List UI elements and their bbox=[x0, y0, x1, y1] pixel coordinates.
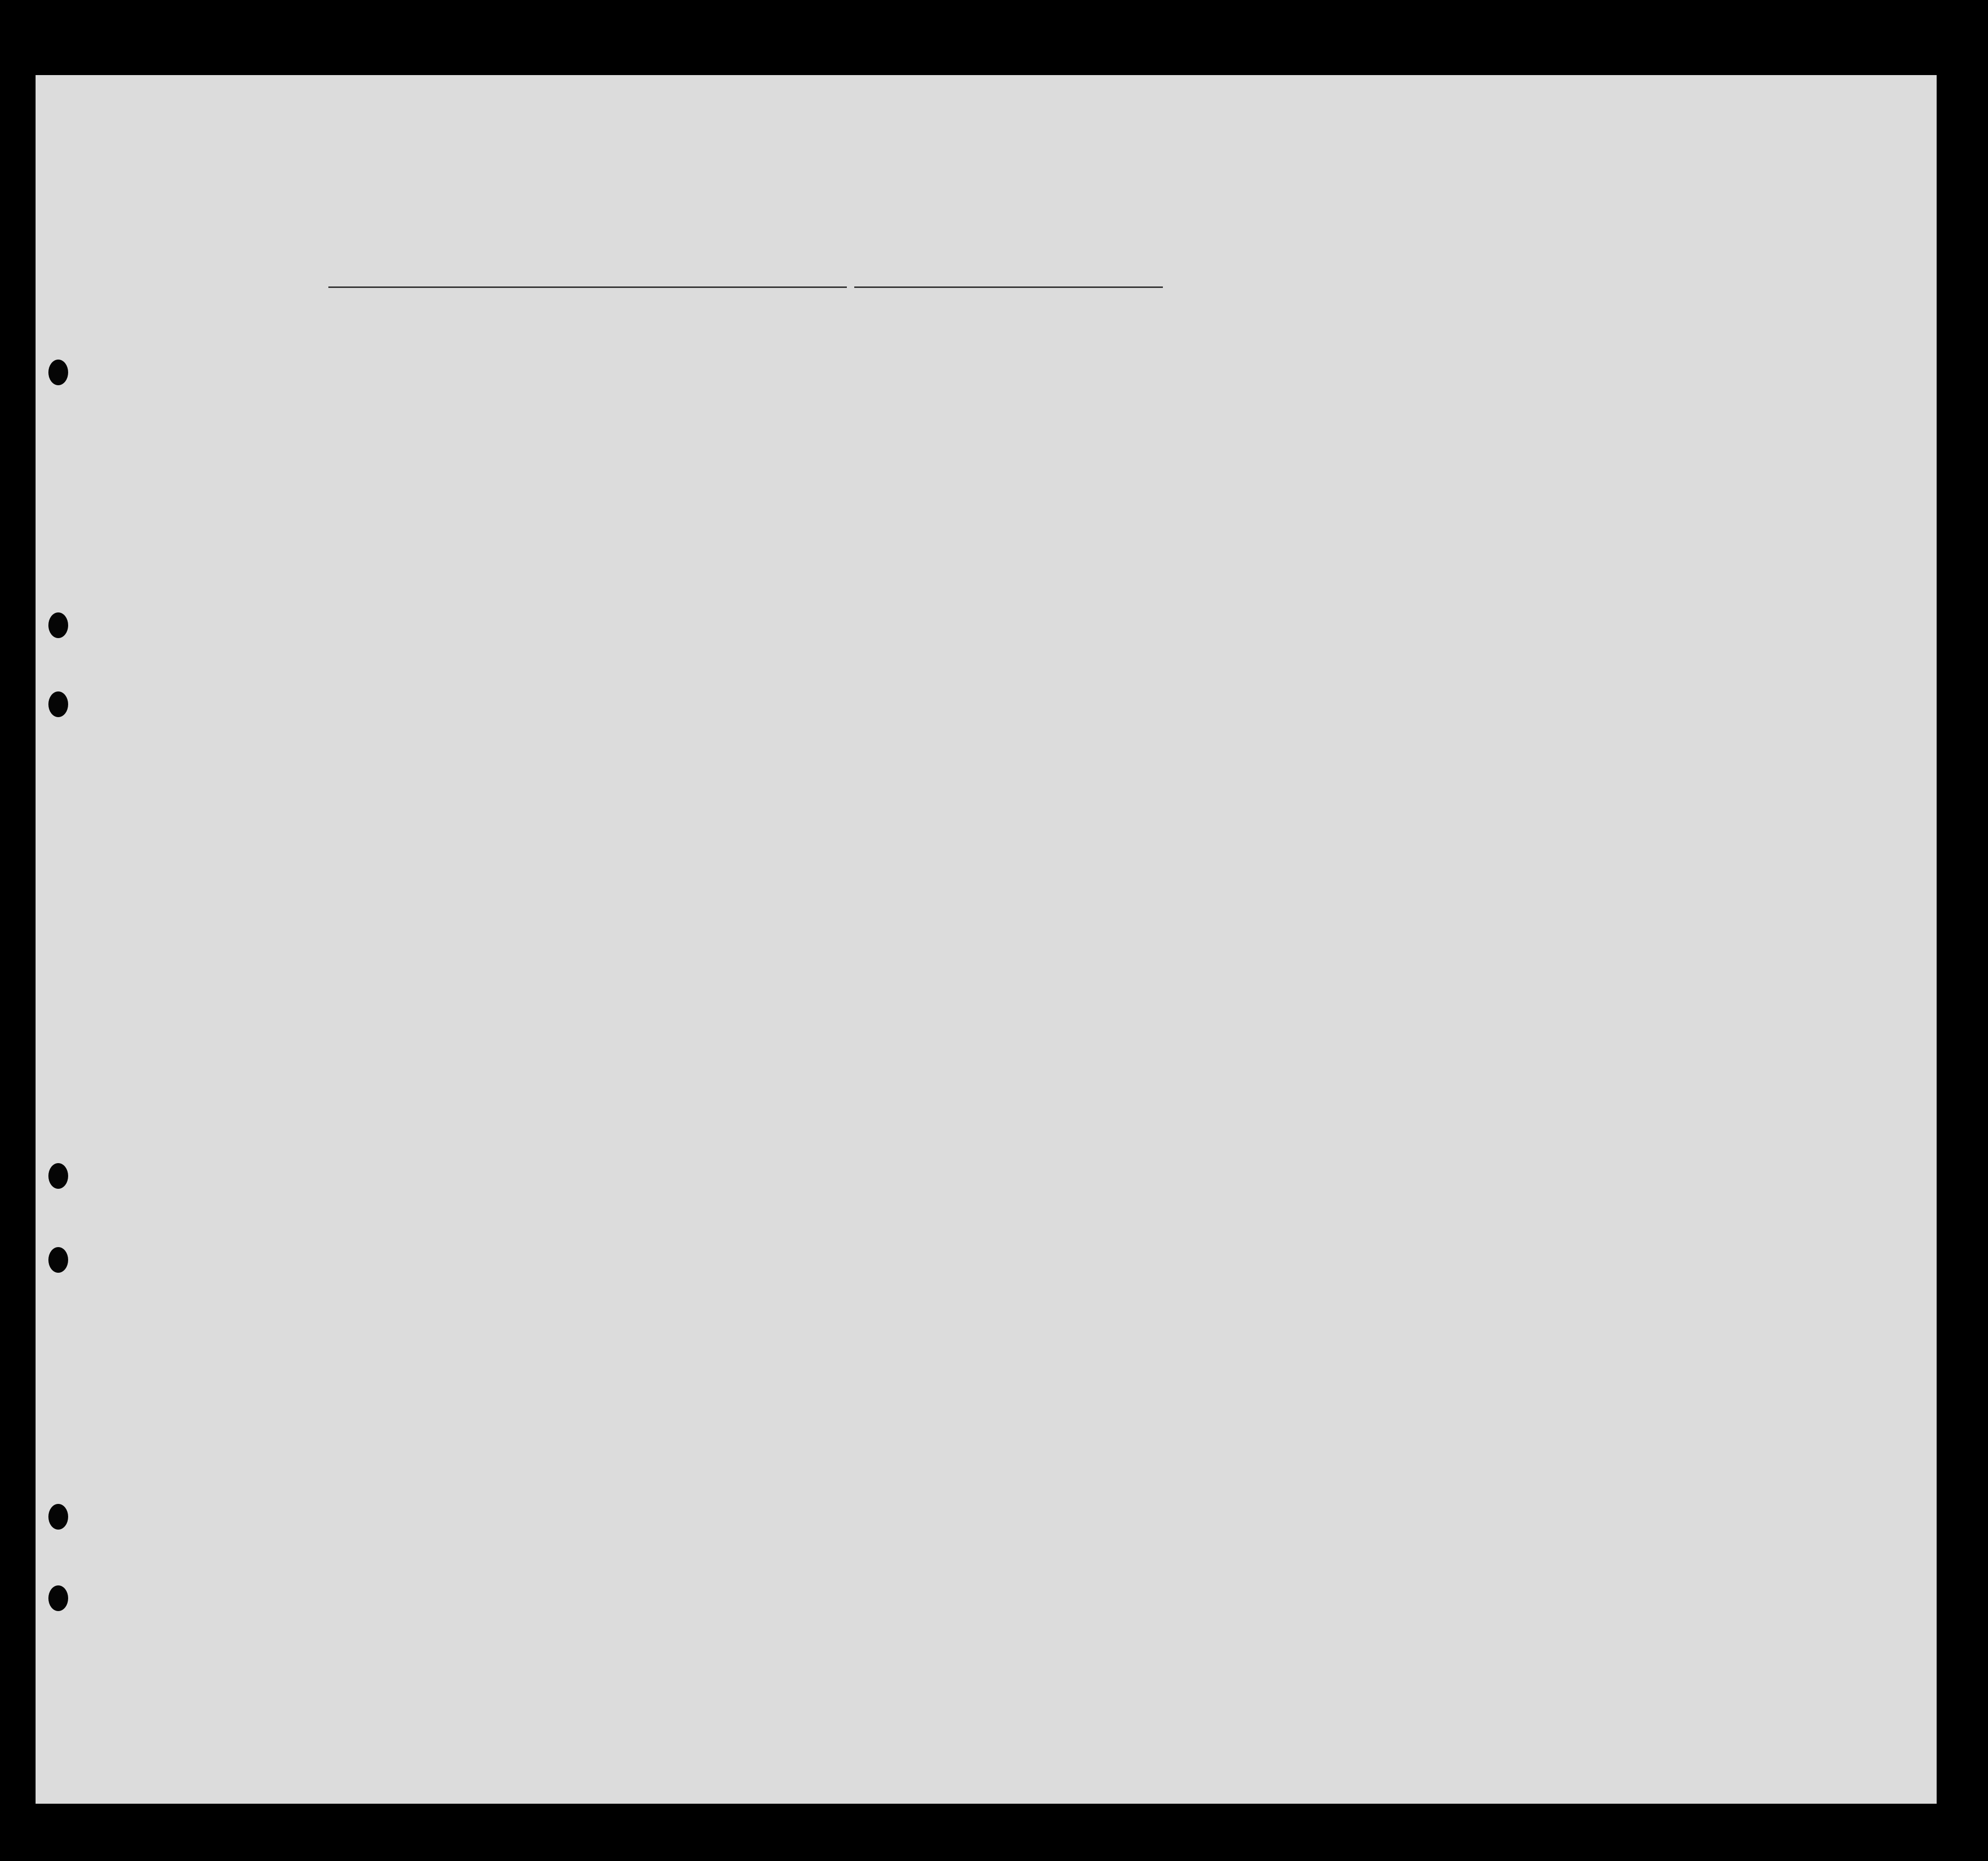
header-purpose-return bbox=[1141, 375, 1173, 474]
header-ticket bbox=[568, 348, 597, 472]
port-line bbox=[328, 286, 847, 288]
header-arrested bbox=[1463, 348, 1480, 472]
header-anarchist bbox=[1320, 348, 1335, 472]
header-polygamist bbox=[1298, 348, 1312, 472]
header-purpose-citizen bbox=[1220, 375, 1242, 474]
header-purpose-length bbox=[1185, 375, 1207, 474]
header-labor bbox=[1400, 348, 1430, 472]
header-feet bbox=[1602, 410, 1617, 474]
header-prison bbox=[1253, 348, 1278, 472]
header-inches bbox=[1626, 410, 1640, 474]
header-excluded bbox=[1441, 348, 1459, 472]
header-overthrow bbox=[1348, 348, 1388, 472]
date-line bbox=[854, 286, 1163, 288]
header-fifty-dollars bbox=[691, 348, 718, 472]
